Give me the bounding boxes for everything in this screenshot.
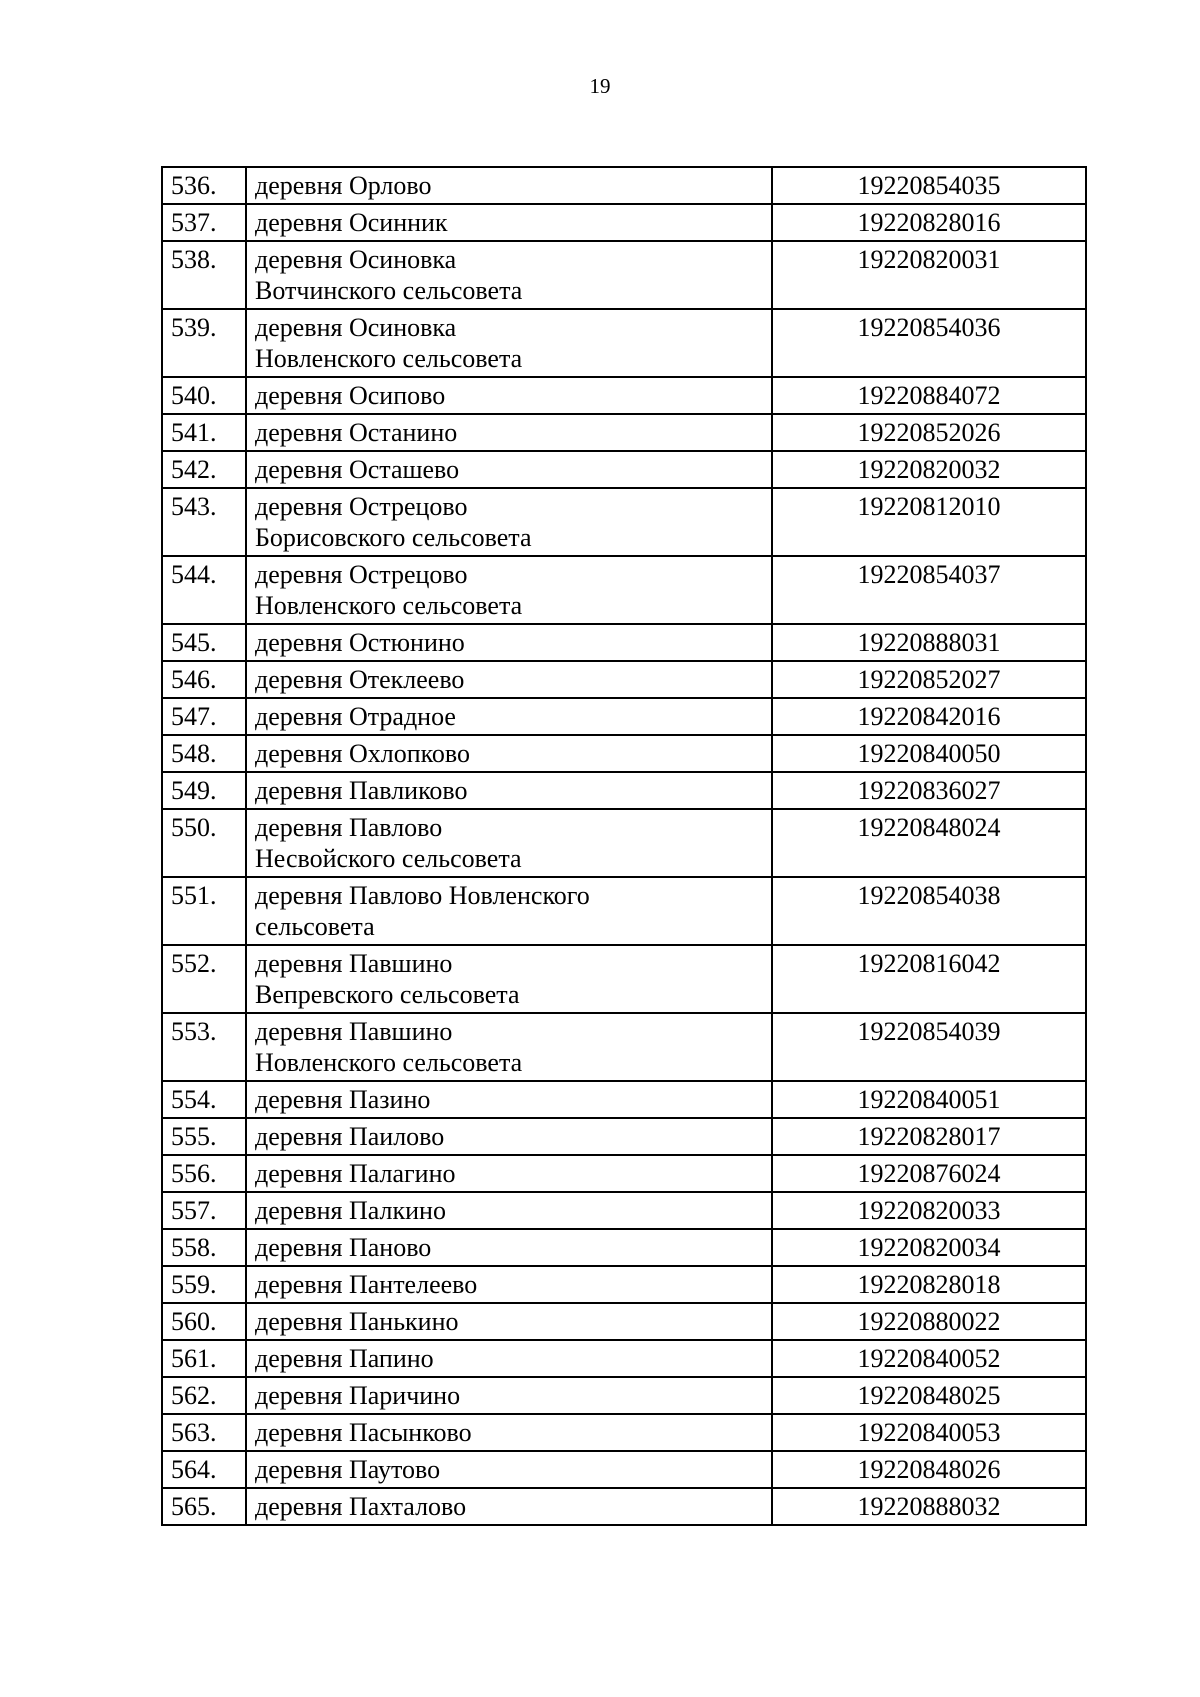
row-number: 548. (162, 735, 246, 772)
table-row (162, 661, 1086, 698)
settlement-name (246, 204, 772, 241)
table-row (162, 1488, 1086, 1525)
oktmo-code: 19220876024 (772, 1155, 1086, 1192)
row-number: 542. (162, 451, 246, 488)
oktmo-code: 19220812010 (772, 488, 1086, 556)
table-row (162, 877, 1086, 945)
oktmo-code: 19220852027 (772, 661, 1086, 698)
settlement-name-line: деревня Осинник (255, 208, 448, 237)
oktmo-code: 19220820034 (772, 1229, 1086, 1266)
oktmo-code: 19220840051 (772, 1081, 1086, 1118)
settlement-name-line: Новленского сельсовета (255, 591, 523, 620)
table-row (162, 488, 1086, 556)
settlement-name-line: деревня Павшино (255, 949, 453, 978)
oktmo-code: 19220880022 (772, 1303, 1086, 1340)
settlement-name (246, 167, 772, 204)
row-number: 556. (162, 1155, 246, 1192)
row-number: 540. (162, 377, 246, 414)
table-row (162, 451, 1086, 488)
row-number: 562. (162, 1377, 246, 1414)
table-row (162, 1118, 1086, 1155)
oktmo-code: 19220884072 (772, 377, 1086, 414)
row-number: 559. (162, 1266, 246, 1303)
oktmo-code: 19220854036 (772, 309, 1086, 377)
settlement-name (246, 1377, 772, 1414)
settlement-name-line: Вепревского сельсовета (255, 980, 520, 1009)
oktmo-code: 19220820032 (772, 451, 1086, 488)
table-row (162, 309, 1086, 377)
row-number: 536. (162, 167, 246, 204)
row-number: 543. (162, 488, 246, 556)
settlement-name-line: деревня Орлово (255, 171, 432, 200)
row-number: 557. (162, 1192, 246, 1229)
row-number: 544. (162, 556, 246, 624)
settlement-name-line: деревня Паричино (255, 1381, 461, 1410)
oktmo-code: 19220828018 (772, 1266, 1086, 1303)
settlement-name-line: деревня Осташево (255, 455, 460, 484)
row-number: 546. (162, 661, 246, 698)
settlement-name (246, 1451, 772, 1488)
oktmo-code: 19220888032 (772, 1488, 1086, 1525)
settlement-name (246, 309, 772, 377)
table-row (162, 1340, 1086, 1377)
table-row (162, 556, 1086, 624)
settlement-name-line: деревня Отрадное (255, 702, 456, 731)
oktmo-code: 19220848025 (772, 1377, 1086, 1414)
oktmo-code: 19220854035 (772, 167, 1086, 204)
settlement-name (246, 1118, 772, 1155)
row-number: 555. (162, 1118, 246, 1155)
row-number: 553. (162, 1013, 246, 1081)
table-row (162, 1155, 1086, 1192)
oktmo-code: 19220854037 (772, 556, 1086, 624)
settlement-name-line: деревня Пасынково (255, 1418, 472, 1447)
settlement-name (246, 1192, 772, 1229)
settlement-name (246, 1414, 772, 1451)
row-number: 563. (162, 1414, 246, 1451)
oktmo-code: 19220840053 (772, 1414, 1086, 1451)
settlement-name-line: деревня Пантелеево (255, 1270, 478, 1299)
settlements-table-body (162, 167, 1086, 1525)
settlement-name (246, 556, 772, 624)
oktmo-code: 19220852026 (772, 414, 1086, 451)
settlement-name-line: деревня Пахталово (255, 1492, 467, 1521)
settlement-name-line: деревня Панькино (255, 1307, 459, 1336)
settlement-name (246, 1229, 772, 1266)
settlement-name (246, 414, 772, 451)
table-row (162, 945, 1086, 1013)
settlement-name (246, 1155, 772, 1192)
settlement-name-line: Несвойского сельсовета (255, 844, 522, 873)
settlement-name-line: деревня Осиновка (255, 313, 457, 342)
table-row (162, 1229, 1086, 1266)
row-number: 537. (162, 204, 246, 241)
table-row (162, 698, 1086, 735)
oktmo-code: 19220820031 (772, 241, 1086, 309)
settlement-name-line: деревня Павлово (255, 813, 443, 842)
settlement-name (246, 809, 772, 877)
row-number: 552. (162, 945, 246, 1013)
settlement-name (246, 377, 772, 414)
row-number: 554. (162, 1081, 246, 1118)
table-row (162, 772, 1086, 809)
row-number: 551. (162, 877, 246, 945)
oktmo-code: 19220854038 (772, 877, 1086, 945)
oktmo-code: 19220820033 (772, 1192, 1086, 1229)
settlement-name (246, 1013, 772, 1081)
row-number: 545. (162, 624, 246, 661)
settlement-name-line: деревня Остюнино (255, 628, 465, 657)
settlement-name (246, 451, 772, 488)
settlement-name-line: деревня Осиновка (255, 245, 457, 274)
table-row (162, 1192, 1086, 1229)
oktmo-code: 19220840050 (772, 735, 1086, 772)
settlement-name-line: деревня Палагино (255, 1159, 456, 1188)
table-row (162, 241, 1086, 309)
settlement-name-line: деревня Папино (255, 1344, 434, 1373)
oktmo-code: 19220836027 (772, 772, 1086, 809)
table-row (162, 377, 1086, 414)
settlement-name (246, 1488, 772, 1525)
settlement-name-line: Новленского сельсовета (255, 344, 523, 373)
row-number: 565. (162, 1488, 246, 1525)
settlement-name-line: деревня Осипово (255, 381, 446, 410)
oktmo-code: 19220848026 (772, 1451, 1086, 1488)
oktmo-code: 19220840052 (772, 1340, 1086, 1377)
row-number: 538. (162, 241, 246, 309)
settlement-name (246, 877, 772, 945)
row-number: 564. (162, 1451, 246, 1488)
settlement-name-line: деревня Паутово (255, 1455, 441, 1484)
settlement-name (246, 945, 772, 1013)
settlement-name-line: деревня Останино (255, 418, 458, 447)
table-row (162, 1303, 1086, 1340)
row-number: 558. (162, 1229, 246, 1266)
settlement-name (246, 1266, 772, 1303)
row-number: 561. (162, 1340, 246, 1377)
oktmo-code: 19220888031 (772, 624, 1086, 661)
settlement-name-line: деревня Острецово (255, 560, 468, 589)
row-number: 539. (162, 309, 246, 377)
oktmo-code: 19220848024 (772, 809, 1086, 877)
settlements-table (161, 166, 1087, 1526)
table-row (162, 1451, 1086, 1488)
table-row (162, 167, 1086, 204)
settlement-name-line: Борисовского сельсовета (255, 523, 532, 552)
settlement-name (246, 624, 772, 661)
table-row (162, 1013, 1086, 1081)
row-number: 560. (162, 1303, 246, 1340)
settlement-name-line: Вотчинского сельсовета (255, 276, 523, 305)
oktmo-code: 19220816042 (772, 945, 1086, 1013)
table-row (162, 809, 1086, 877)
settlement-name-line: деревня Павшино (255, 1017, 453, 1046)
table-row (162, 414, 1086, 451)
settlement-name-line: деревня Павлово Новленского (255, 881, 590, 910)
table-row (162, 1081, 1086, 1118)
settlement-name-line: деревня Павликово (255, 776, 468, 805)
row-number: 550. (162, 809, 246, 877)
settlement-name (246, 1081, 772, 1118)
settlement-name (246, 735, 772, 772)
table-row (162, 204, 1086, 241)
settlement-name-line: деревня Отеклеево (255, 665, 465, 694)
settlement-name-line: деревня Паилово (255, 1122, 445, 1151)
row-number: 547. (162, 698, 246, 735)
settlement-name-line: Новленского сельсовета (255, 1048, 523, 1077)
settlement-name-line: деревня Острецово (255, 492, 468, 521)
row-number: 541. (162, 414, 246, 451)
settlement-name (246, 698, 772, 735)
settlement-name (246, 1340, 772, 1377)
settlement-name (246, 488, 772, 556)
settlement-name (246, 241, 772, 309)
settlement-name (246, 1303, 772, 1340)
settlement-name-line: деревня Паново (255, 1233, 432, 1262)
table-row (162, 1414, 1086, 1451)
table-row (162, 735, 1086, 772)
oktmo-code: 19220842016 (772, 698, 1086, 735)
oktmo-code: 19220828017 (772, 1118, 1086, 1155)
settlement-name-line: деревня Охлопково (255, 739, 471, 768)
oktmo-code: 19220854039 (772, 1013, 1086, 1081)
settlement-name-line: сельсовета (255, 912, 375, 941)
settlement-name-line: деревня Палкино (255, 1196, 446, 1225)
table-row (162, 1266, 1086, 1303)
settlement-name-line: деревня Пазино (255, 1085, 431, 1114)
page-number: 19 (589, 74, 611, 98)
table-row (162, 1377, 1086, 1414)
settlement-name (246, 661, 772, 698)
table-row (162, 624, 1086, 661)
row-number: 549. (162, 772, 246, 809)
oktmo-code: 19220828016 (772, 204, 1086, 241)
settlement-name (246, 772, 772, 809)
